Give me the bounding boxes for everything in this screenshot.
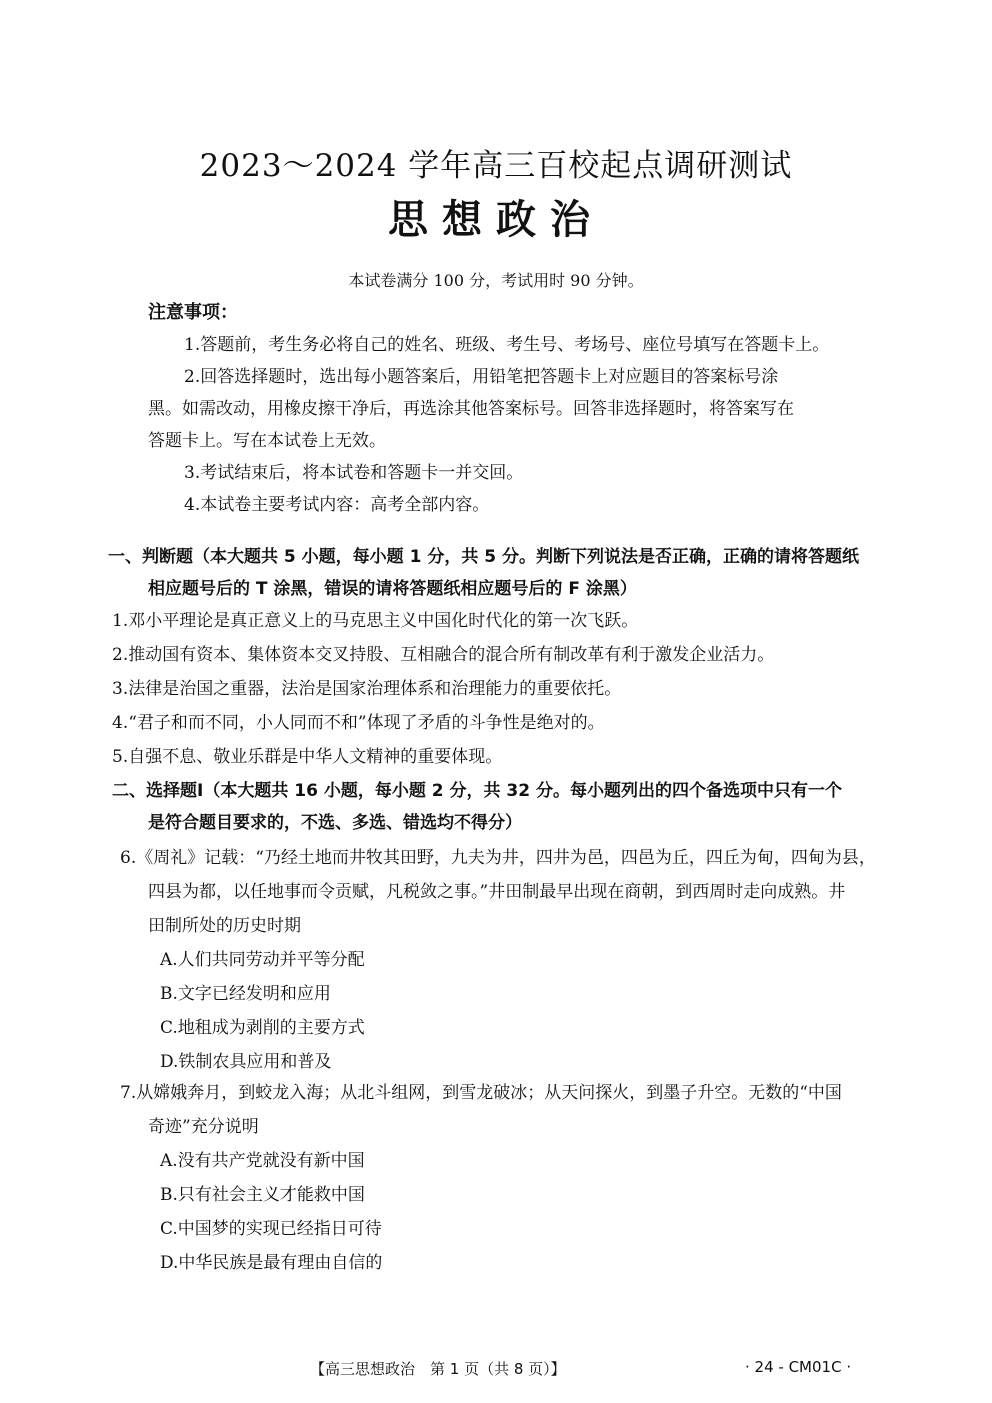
judge-item-2: 2.推动国有资本、集体资本交叉持股、互相融合的混合所有制改革有利于激发企业活力。	[112, 645, 775, 665]
q7-option-a: A.没有共产党就没有新中国	[160, 1151, 365, 1171]
judge-item-4: 4.“君子和而不同，小人同而不和”体现了矛盾的斗争性是绝对的。	[112, 713, 605, 733]
q6-option-d: D.铁制农具应用和普及	[160, 1052, 332, 1072]
q7-option-d: D.中华民族是最有理由自信的	[160, 1253, 383, 1273]
notice-line: 答题卡上。写在本试卷上无效。	[148, 431, 386, 451]
q7-stem-cont: 奇迹”充分说明	[148, 1117, 259, 1137]
q6-stem-cont: 四县为都，以任地事而令贡赋，凡税敛之事。”井田制最早出现在商朝，到西周时走向成熟。井	[148, 882, 846, 902]
notice-line: 1.答题前，考生务必将自己的姓名、班级、考生号、考场号、座位号填写在答题卡上。	[184, 335, 830, 355]
section1-heading: 一、判断题（本大题共 5 小题，每小题 1 分，共 5 分。判断下列说法是否正确，正确的请将答题纸	[108, 547, 859, 567]
q7-stem: 7.从嫦娥奔月，到蛟龙入海；从北斗组网，到雪龙破冰；从天问探火，到墨子升空。无数的“中国	[120, 1083, 842, 1103]
q6-option-a: A.人们共同劳动并平等分配	[160, 950, 365, 970]
notice-line: 3.考试结束后，将本试卷和答题卡一并交回。	[184, 463, 524, 483]
q6-option-b: B.文字已经发明和应用	[160, 984, 331, 1004]
judge-item-3: 3.法律是治国之重器，法治是国家治理体系和治理能力的重要依托。	[112, 679, 622, 699]
q7-option-b: B.只有社会主义才能救中国	[160, 1185, 365, 1205]
exam-title: 2023～2024 学年高三百校起点调研测试	[199, 148, 793, 184]
q7-option-c: C.中国梦的实现已经指日可待	[160, 1219, 382, 1239]
paper-code: · 24 - CM01C ·	[745, 1358, 852, 1376]
q6-stem-cont: 田制所处的历史时期	[148, 916, 301, 936]
notice-line: 4.本试卷主要考试内容：高考全部内容。	[184, 495, 490, 515]
section2-heading-cont: 是符合题目要求的，不选、多选、错选均不得分）	[148, 813, 522, 833]
notice-line: 黑。如需改动，用橡皮擦干净后，再选涂其他答案标号。回答非选择题时，将答案写在	[148, 399, 794, 419]
subject-title: 思想政治	[388, 196, 604, 243]
q6-stem: 6.《周礼》记载：“乃经土地而井牧其田野，九夫为井，四井为邑，四邑为丘，四丘为甸，四甸为县，	[120, 848, 876, 868]
notice-heading: 注意事项：	[148, 302, 238, 323]
judge-item-1: 1.邓小平理论是真正意义上的马克思主义中国化时代化的第一次飞跃。	[112, 611, 639, 631]
section1-heading-cont: 相应题号后的 T 涂黑，错误的请将答题纸相应题号后的 F 涂黑）	[148, 579, 637, 599]
q6-option-c: C.地租成为剥削的主要方式	[160, 1018, 365, 1038]
section2-heading: 二、选择题Ⅰ（本大题共 16 小题，每小题 2 分，共 32 分。每小题列出的四个备选项中只有一个	[112, 781, 842, 801]
exam-info: 本试卷满分 100 分，考试用时 90 分钟。	[348, 271, 644, 290]
page-footer: 【高三思想政治 第 1 页（共 8 页）】	[310, 1360, 566, 1378]
judge-item-5: 5.自强不息、敬业乐群是中华人文精神的重要体现。	[112, 747, 503, 767]
notice-line: 2.回答选择题时，选出每小题答案后，用铅笔把答题卡上对应题目的答案标号涂	[184, 367, 779, 387]
